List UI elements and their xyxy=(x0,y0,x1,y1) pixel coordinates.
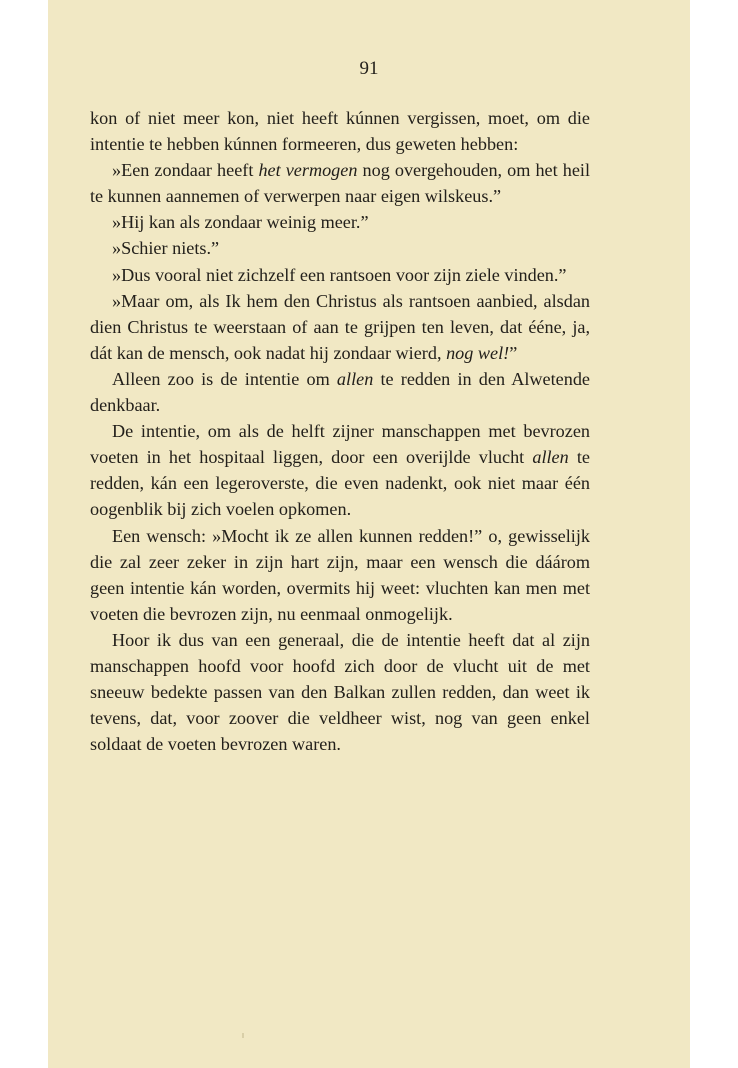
paper-speck xyxy=(242,1033,244,1038)
paragraph xyxy=(90,262,590,288)
italic-text: het vermogen xyxy=(258,160,358,181)
text-run: »Schier niets.” xyxy=(112,238,220,259)
text-run: »Maar om, als Ik hem den Christus als rantsoen aanbied, alsdan dien Christus te weerstaan of aan te grijpen ten leven, dat ééne, ja, dát kan de mensch, ook nadat hij zondaar wierd, xyxy=(90,290,590,363)
text-run: te redden, kán een legeroverste, die even nadenkt, ook niet maar één oogenblik bij zich voelen opkomen. xyxy=(90,447,590,520)
text-run: kon of niet meer kon, niet heeft kúnnen vergissen, moet, om die intentie te hebben kúnnen formeeren, dus geweten hebben: xyxy=(90,108,590,155)
paragraph xyxy=(90,288,590,366)
page-number: 91 xyxy=(359,58,379,79)
text-run: »Hij kan als zondaar weinig meer.” xyxy=(112,212,369,233)
italic-text: nog wel! xyxy=(446,342,510,363)
paragraph xyxy=(90,235,590,261)
paragraph xyxy=(90,105,590,157)
paragraph xyxy=(90,418,590,522)
text-run: »Een zondaar heeft xyxy=(112,160,259,181)
text-run: te redden in den Alwetende denkbaar. xyxy=(90,368,590,416)
text-run: Een wensch: »Mocht ik ze allen kunnen redden!” o, gewisselijk die zal zeer zeker in zijn hart zijn, maar een wensch die dáárom geen intentie kán worden, overmits hij weet: vluchten kan men met voeten die bevrozen zijn, nu eenmaal onmogelijk. xyxy=(90,525,590,624)
text-run: Hoor ik dus van een generaal, die de intentie heeft dat al zijn manschappen hoofd voor hoofd zich door de vlucht uit de met sneeuw bedekte passen van den Balkan zullen redden, dan weet ik tevens, dat, voor zoover die veldheer wist, nog van geen enkel soldaat de voeten bevrozen waren. xyxy=(90,629,590,755)
paragraph xyxy=(90,209,590,235)
text-run: ” xyxy=(509,342,518,363)
text-run: De intentie, om als de helft zijner manschappen met bevrozen voeten in het hospitaal liggen, door een overijlde vlucht xyxy=(90,421,590,468)
italic-text: allen xyxy=(532,447,569,468)
text-run: nog overgehouden, om het heil te kunnen aannemen of verwerpen naar eigen wilskeus.” xyxy=(90,160,590,207)
paragraph xyxy=(90,157,590,209)
text-run: Alleen zoo is de intentie om xyxy=(112,368,337,389)
paragraph xyxy=(90,523,590,627)
text-run: »Dus vooral niet zichzelf een rantsoen voor zijn ziele vinden.” xyxy=(112,264,567,285)
paragraph xyxy=(90,366,590,418)
book-page xyxy=(48,0,690,1068)
body-text xyxy=(90,105,590,757)
italic-text: allen xyxy=(336,368,374,389)
paragraph xyxy=(90,627,590,757)
